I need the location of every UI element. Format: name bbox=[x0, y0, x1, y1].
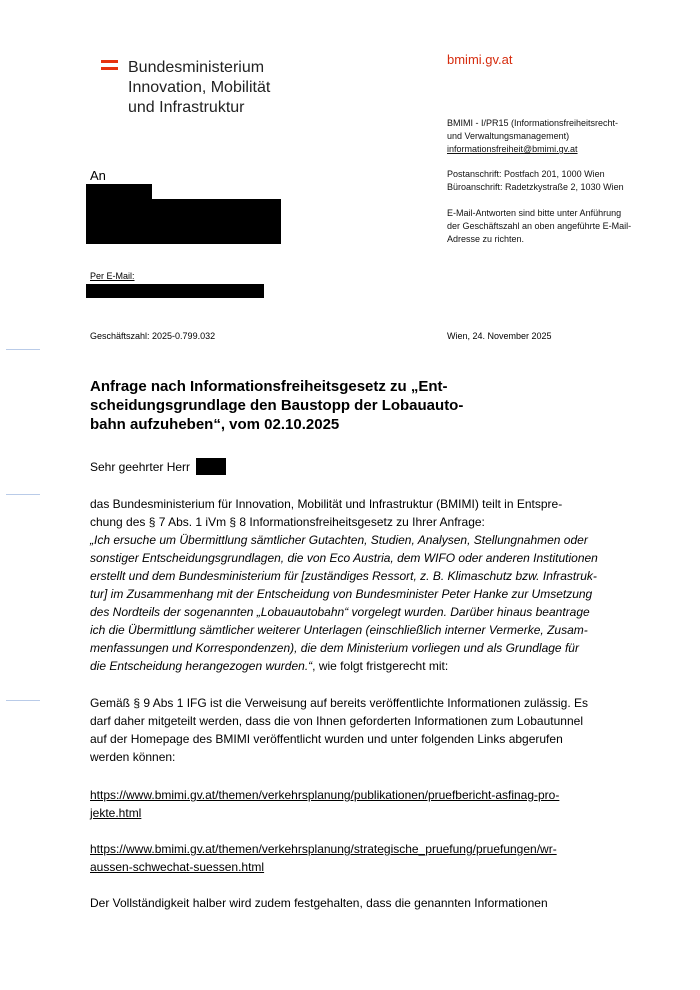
postal-address: Postanschrift: Postfach 201, 1000 Wien bbox=[447, 169, 605, 179]
department-block: BMIMI - I/PR15 (Informationsfreiheitsrecht- und Verwaltungsmanagement) informationsfreiheit@bmimi.gv.at bbox=[447, 118, 619, 154]
salutation: Sehr geehrter Herr bbox=[90, 460, 191, 474]
document-title: Anfrage nach Informationsfreiheitsgesetz zu „Ent- scheidungsgrundlage den Baustopp der Lobauauto- bahn aufzuheben“, vom 02.10.2025 bbox=[90, 378, 464, 433]
logo-flag-stripe-bottom bbox=[101, 67, 118, 70]
recipient-label: An bbox=[90, 168, 106, 183]
contact-email-link[interactable]: informationsfreiheit@bmimi.gv.at bbox=[447, 144, 578, 154]
address-block bbox=[447, 168, 624, 194]
logo-wordmark: Bundesministerium Innovation, Mobilität und Infrastruktur bbox=[128, 59, 271, 116]
margin-mark bbox=[6, 349, 40, 350]
closing-paragraph: Der Vollständigkeit halber wird zudem festgehalten, dass die genannten Informationen bbox=[90, 896, 548, 910]
office-address: Büroanschrift: Radetzkystraße 2, 1030 Wien bbox=[447, 182, 624, 192]
place-date: Wien, 24. November 2025 bbox=[447, 331, 552, 341]
margin-mark bbox=[6, 700, 40, 701]
redaction-address bbox=[86, 199, 281, 244]
reply-note: E-Mail-Antworten sind bitte unter Anführung der Geschäftszahl an oben angeführte E-Mail- Adresse zu richten. bbox=[447, 208, 632, 244]
reference-number: Geschäftszahl: 2025-0.799.032 bbox=[90, 331, 216, 341]
redaction-surname bbox=[196, 458, 226, 475]
website-link[interactable]: bmimi.gv.at bbox=[447, 52, 513, 67]
logo-flag-stripe-top bbox=[101, 60, 118, 63]
redaction-email bbox=[86, 284, 264, 298]
per-email-label: Per E-Mail: bbox=[90, 271, 135, 281]
margin-mark bbox=[6, 494, 40, 495]
